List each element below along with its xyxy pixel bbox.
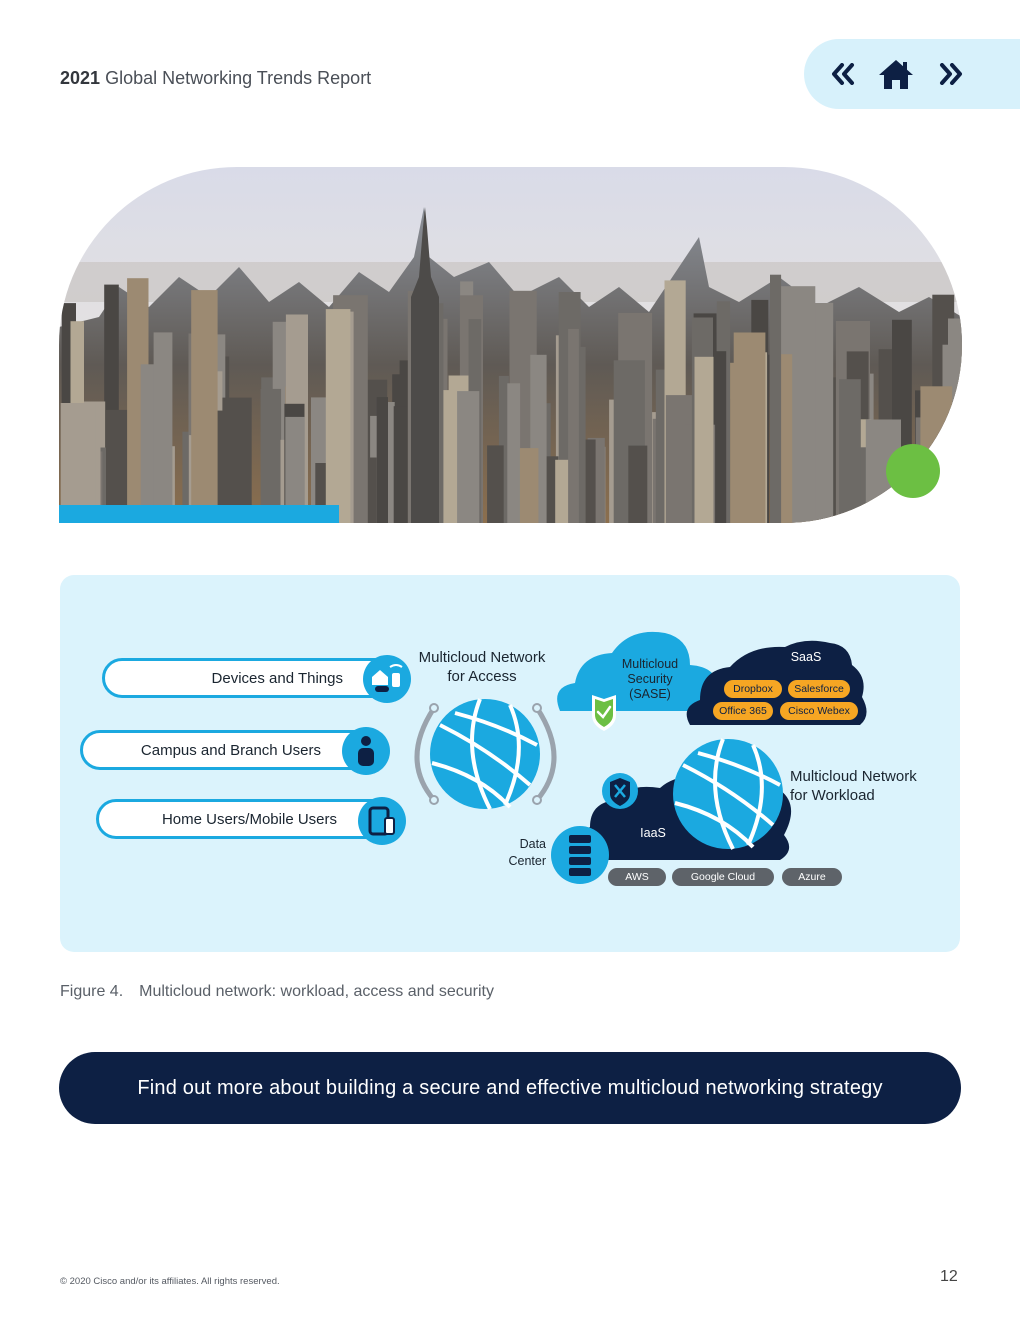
skyline-building xyxy=(695,357,714,523)
security-line3: (SASE) xyxy=(629,687,671,701)
report-title-text: Global Networking Trends Report xyxy=(105,68,372,88)
figure-caption-text: Multicloud network: workload, access and security xyxy=(139,983,494,1000)
next-page-button[interactable] xyxy=(936,57,966,91)
access-network-label-line2: for Access xyxy=(447,668,517,685)
skyline-building xyxy=(326,309,351,523)
data-center-line1: Data xyxy=(519,837,546,851)
security-line2: Security xyxy=(627,672,673,686)
learn-more-button[interactable]: Find out more about building a secure and effective multicloud networking strategy xyxy=(59,1052,961,1124)
access-globe-icon xyxy=(430,699,540,809)
iaas-title: IaaS xyxy=(640,826,666,840)
previous-page-button[interactable] xyxy=(828,57,858,91)
skyline-building xyxy=(628,446,647,523)
person-icon xyxy=(342,727,390,775)
skyline-building xyxy=(839,379,861,523)
skyline-building xyxy=(961,460,962,523)
saas-app-tag: Office 365 xyxy=(713,702,773,720)
double-chevron-left-icon xyxy=(830,63,856,85)
hero-accent-bar xyxy=(59,505,339,523)
campus-and-branch-users-label: Campus and Branch Users xyxy=(140,741,321,759)
city-skyline-photo xyxy=(59,167,962,523)
data-center-line2: Center xyxy=(508,854,546,868)
home-mobile-users-pill xyxy=(96,799,396,839)
skyline-building xyxy=(377,397,388,523)
smart-home-car-icon xyxy=(363,655,411,703)
skyline-building xyxy=(457,391,479,523)
iaas-provider-tag: Azure xyxy=(782,868,842,886)
home-button[interactable] xyxy=(876,57,916,91)
devices-and-things-pill xyxy=(102,658,402,698)
iaas-provider-tag: AWS xyxy=(608,868,666,886)
saas-app-tag: Salesforce xyxy=(788,680,850,698)
access-network-label-line1: Multicloud Network xyxy=(418,649,546,666)
copyright-notice: © 2020 Cisco and/or its affiliates. All rights reserved. xyxy=(60,1276,280,1287)
report-title xyxy=(60,68,371,89)
multicloud-diagram xyxy=(60,575,960,952)
hero-city-image xyxy=(59,167,962,523)
skyline-building xyxy=(568,329,579,523)
workload-network-label-line1: Multicloud Network xyxy=(790,768,917,785)
saas-title: SaaS xyxy=(790,650,822,664)
campus-and-branch-users-pill xyxy=(80,730,380,770)
access-network-label xyxy=(413,648,551,686)
skyline-building xyxy=(520,448,539,523)
skyline-building xyxy=(487,445,504,523)
workload-globe-icon xyxy=(673,739,783,849)
iaas-provider-tag: Google Cloud xyxy=(672,868,774,886)
page-navigation xyxy=(804,39,1020,109)
report-title-year: 2021 xyxy=(60,68,101,88)
skyline-building xyxy=(948,319,962,524)
skyline-building xyxy=(261,389,282,523)
figure-number: Figure 4. xyxy=(60,983,124,1000)
data-center-icon xyxy=(551,826,609,884)
skyline-building xyxy=(191,290,217,523)
tablet-phone-icon xyxy=(358,797,406,845)
workload-network-label-line2: for Workload xyxy=(790,787,875,804)
double-chevron-right-icon xyxy=(938,63,964,85)
security-line1: Multicloud xyxy=(621,657,679,671)
page-number: 12 xyxy=(940,1268,958,1285)
home-icon xyxy=(877,58,915,90)
saas-app-tag: Dropbox xyxy=(724,680,782,698)
skyline-building xyxy=(770,275,781,523)
hero-green-dot xyxy=(886,444,940,498)
figure-caption xyxy=(60,983,494,1001)
devices-and-things-label: Devices and Things xyxy=(211,669,343,687)
skyline-building xyxy=(507,383,520,523)
workload-network-label xyxy=(790,767,917,805)
saas-app-tag: Cisco Webex xyxy=(780,702,858,720)
security-sase-label xyxy=(606,657,694,702)
skyline-building xyxy=(154,332,173,523)
skyline-building xyxy=(734,333,766,524)
home-mobile-users-label: Home Users/Mobile Users xyxy=(161,810,337,828)
shield-x-icon xyxy=(602,773,638,809)
data-center-label xyxy=(496,836,546,870)
